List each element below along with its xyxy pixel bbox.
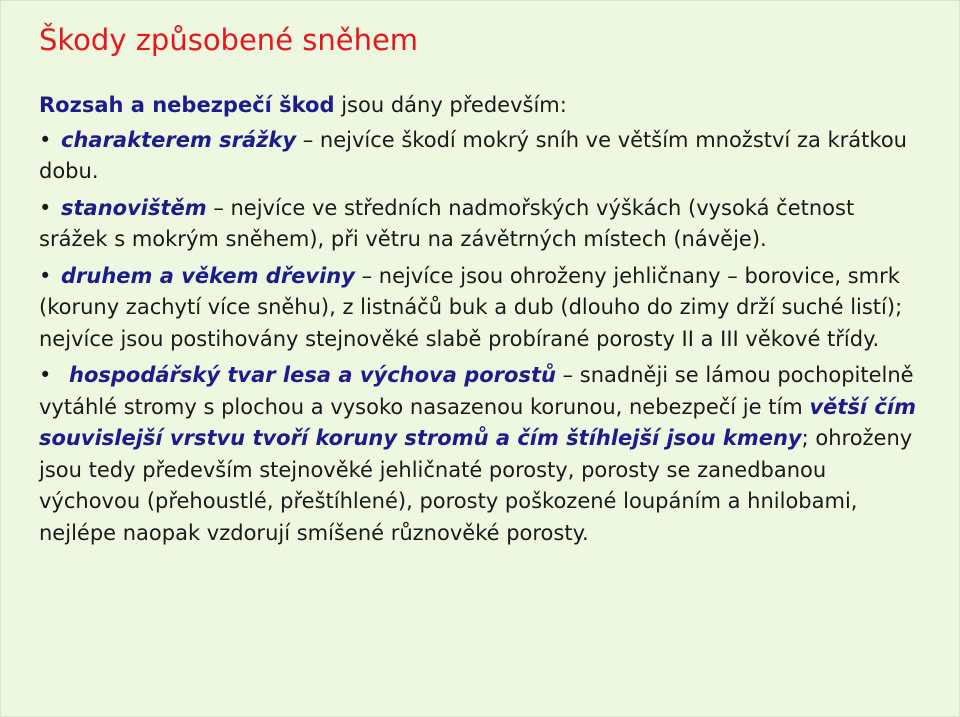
bullet-3-text: – nejvíce jsou ohroženy jehličnany – borovice, smrk (koruny zachytí více sněhu), z listnáčů buk a dub (dlouho do zimy drží suché listí); nejvíce jsou postihovány stejnověké slabě probírané porosty II a III věkové třídy. — [39, 263, 903, 351]
slide-content — [39, 90, 929, 549]
bullet-4-emphasis: větší čím souvislejší vrstvu tvoří koruny stromů a čím štíhlejší jsou kmeny — [39, 394, 916, 450]
bullet-item-1 — [39, 125, 929, 188]
bullet-item-2 — [39, 193, 929, 256]
bullet-icon: • — [39, 363, 52, 387]
bullet-4-text: – snadněji se lámou pochopitelně vytáhlé stromy s plochou a vysoko nasazenou korunou, nebezpečí je tím — [39, 363, 914, 419]
bullet-1-text: – nejvíce škodí mokrý sníh ve větším množství za krátkou dobu. — [39, 127, 907, 183]
intro-bold: Rozsah a nebezpečí škod — [39, 93, 335, 117]
bullet-item-4 — [39, 360, 929, 549]
bullet-icon: • — [39, 127, 52, 152]
bullet-4-heading: hospodářský tvar lesa a výchova porostů — [69, 363, 556, 387]
bullet-1-heading: charakterem srážky — [61, 127, 297, 152]
slide-title: Škody způsobené sněhem — [39, 23, 419, 57]
bullet-icon: • — [39, 195, 52, 220]
bullet-icon: • — [39, 263, 52, 288]
bullet-item-3 — [39, 261, 929, 356]
intro-text: jsou dány především: — [334, 93, 567, 117]
bullet-2-heading: stanovištěm — [61, 195, 207, 220]
bullet-3-heading: druhem a věkem dřeviny — [61, 263, 355, 288]
intro-line — [39, 90, 929, 122]
bullet-2-text: – nejvíce ve středních nadmořských výškách (vysoká četnost srážek s mokrým sněhem), při větru na závětrných místech (návěje). — [39, 195, 855, 251]
bullet-4-text-end: ; ohroženy jsou tedy především stejnověké jehličnaté porosty, porosty se zanedbanou výchovou (přehoustlé, přeštíhlené), porosty poškozené loupáním a hnilobami, nejlépe naopak vzdorují smíšené různověké porosty. — [39, 426, 913, 545]
